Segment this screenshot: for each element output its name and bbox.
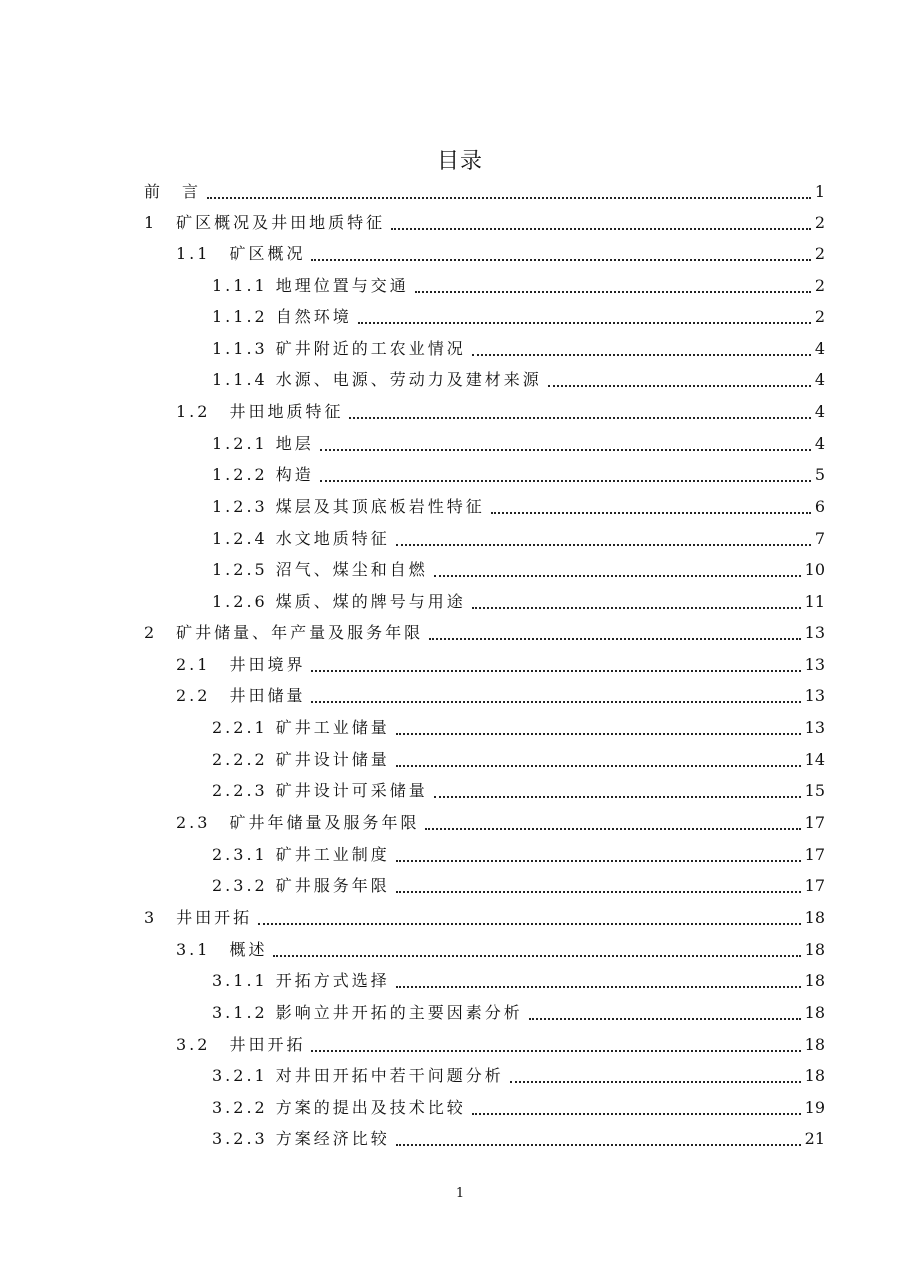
toc-entry-label: 3.1.2 影响立井开拓的主要因素分析 <box>212 1003 523 1022</box>
dot-leader <box>472 354 811 356</box>
toc-entry-label: 1.1.4 水源、电源、劳动力及建材来源 <box>212 370 542 389</box>
toc-entry-label: 2.2.1 矿井工业储量 <box>212 718 390 737</box>
toc-entry[interactable] <box>212 1001 825 1025</box>
toc-entry-label: 3.2.2 方案的提出及技术比较 <box>212 1098 466 1117</box>
toc-entry-page: 18 <box>804 971 825 990</box>
toc-entry-page: 18 <box>804 1066 825 1085</box>
toc-entry-label: 3 井田开拓 <box>144 908 253 927</box>
page-number: 1 <box>455 1186 465 1201</box>
dot-leader <box>311 670 800 672</box>
toc-entry[interactable] <box>212 1096 825 1120</box>
toc-entry[interactable] <box>176 938 825 962</box>
toc-entry[interactable] <box>212 558 825 582</box>
toc-entry-label: 2.1 井田境界 <box>176 655 306 674</box>
toc-entry[interactable] <box>176 684 825 708</box>
toc-entry-label: 3.1.1 开拓方式选择 <box>212 971 390 990</box>
toc-entry-label: 1.2.1 地层 <box>212 434 314 453</box>
toc-entry-label: 3.2.1 对井田开拓中若干问题分析 <box>212 1066 504 1085</box>
dot-leader <box>396 733 801 735</box>
toc-entry-label: 2.3 矿井年储量及服务年限 <box>176 813 420 832</box>
toc-entry-page: 18 <box>804 1003 825 1022</box>
dot-leader <box>491 512 811 514</box>
dot-leader <box>396 986 801 988</box>
toc-entry-page: 6 <box>814 497 825 516</box>
dot-leader <box>311 701 800 703</box>
dot-leader <box>429 638 800 640</box>
dot-leader <box>396 1144 801 1146</box>
dot-leader <box>396 765 801 767</box>
dot-leader <box>391 228 811 230</box>
toc-entry[interactable] <box>176 242 825 266</box>
toc-entry-page: 13 <box>804 655 825 674</box>
toc-entry[interactable] <box>212 874 825 898</box>
toc-entry-page: 14 <box>804 750 825 769</box>
toc-entry-label: 1.1 矿区概况 <box>176 244 306 263</box>
toc-entry-label: 1.2.6 煤质、煤的牌号与用途 <box>212 592 466 611</box>
toc-entry-label: 1.2.2 构造 <box>212 465 314 484</box>
dot-leader <box>349 417 810 419</box>
toc-entry[interactable] <box>144 906 825 930</box>
toc-entry-label: 1.1.2 自然环境 <box>212 307 352 326</box>
toc-entry-label: 3.2 井田开拓 <box>176 1035 306 1054</box>
toc-entry-page: 2 <box>814 244 825 263</box>
toc-entry-page: 21 <box>804 1129 825 1148</box>
dot-leader <box>311 1050 800 1052</box>
toc-entry[interactable] <box>212 463 825 487</box>
toc-entry[interactable] <box>176 1033 825 1057</box>
toc-entry[interactable] <box>176 400 825 424</box>
toc-entry-label: 前 言 <box>144 182 202 201</box>
dot-leader <box>425 828 800 830</box>
toc-entry-page: 18 <box>804 940 825 959</box>
toc-entry-page: 17 <box>804 876 825 895</box>
dot-leader <box>472 607 801 609</box>
toc-entry-page: 18 <box>804 908 825 927</box>
dot-leader <box>273 955 800 957</box>
dot-leader <box>311 259 810 261</box>
toc-entry[interactable] <box>212 368 825 392</box>
toc-entry-page: 2 <box>814 213 825 232</box>
dot-leader <box>434 796 801 798</box>
toc-entry-page: 4 <box>814 339 825 358</box>
dot-leader <box>396 544 811 546</box>
toc-entry-label: 2.3.1 矿井工业制度 <box>212 845 390 864</box>
dot-leader <box>510 1081 801 1083</box>
toc-entry-page: 19 <box>804 1098 825 1117</box>
toc-entry-label: 1.2 井田地质特征 <box>176 402 344 421</box>
toc-entry[interactable] <box>212 337 825 361</box>
toc-entry-page: 2 <box>814 276 825 295</box>
toc-entry[interactable] <box>144 211 825 235</box>
toc-entry[interactable] <box>212 779 825 803</box>
toc-entry-label: 1.1.3 矿井附近的工农业情况 <box>212 339 466 358</box>
toc-entry-page: 2 <box>814 307 825 326</box>
toc-entry-label: 3.1 概述 <box>176 940 268 959</box>
toc-entry-page: 17 <box>804 813 825 832</box>
dot-leader <box>529 1018 801 1020</box>
toc-entry-label: 3.2.3 方案经济比较 <box>212 1129 390 1148</box>
dot-leader <box>258 923 800 925</box>
toc-entry-page: 11 <box>804 592 825 611</box>
toc-entry-page: 4 <box>814 370 825 389</box>
toc-entry[interactable] <box>212 748 825 772</box>
toc-entry-label: 2.2 井田储量 <box>176 686 306 705</box>
toc-entry-label: 2.2.2 矿井设计储量 <box>212 750 390 769</box>
toc-entry[interactable] <box>212 432 825 456</box>
toc-entry-page: 4 <box>814 402 825 421</box>
toc-entry-label: 2 矿井储量、年产量及服务年限 <box>144 623 424 642</box>
toc-entry-page: 1 <box>814 182 825 201</box>
toc-entry[interactable] <box>212 843 825 867</box>
toc-entry[interactable] <box>212 305 825 329</box>
dot-leader <box>548 385 811 387</box>
toc-entry[interactable] <box>212 1064 825 1088</box>
toc-entry[interactable] <box>144 180 825 204</box>
toc-entry-label: 2.3.2 矿井服务年限 <box>212 876 390 895</box>
toc-entry-label: 2.2.3 矿井设计可采储量 <box>212 781 428 800</box>
toc-entry-page: 5 <box>814 465 825 484</box>
toc-entry-page: 10 <box>804 560 825 579</box>
toc-entry-label: 1.2.3 煤层及其顶底板岩性特征 <box>212 497 485 516</box>
toc-entry-page: 17 <box>804 845 825 864</box>
toc-entry[interactable] <box>212 527 825 551</box>
toc-entry-label: 1.2.4 水文地质特征 <box>212 529 390 548</box>
toc-entry-page: 4 <box>814 434 825 453</box>
dot-leader <box>358 322 811 324</box>
dot-leader <box>472 1113 801 1115</box>
toc-entry-label: 1.2.5 沼气、煤尘和自燃 <box>212 560 428 579</box>
toc-entry-page: 18 <box>804 1035 825 1054</box>
toc-entry[interactable] <box>176 811 825 835</box>
dot-leader <box>320 449 811 451</box>
dot-leader <box>320 480 811 482</box>
toc-entry[interactable] <box>176 653 825 677</box>
toc-entry[interactable] <box>212 495 825 519</box>
toc-entry[interactable] <box>212 590 825 614</box>
toc-entry-page: 7 <box>814 529 825 548</box>
toc-entry[interactable] <box>212 1127 825 1151</box>
toc-title: 目录 <box>436 149 483 174</box>
toc-entry-label: 1.1.1 地理位置与交通 <box>212 276 409 295</box>
toc-entry-page: 13 <box>804 623 825 642</box>
dot-leader <box>396 860 801 862</box>
toc-entry-label: 1 矿区概况及井田地质特征 <box>144 213 386 232</box>
toc-entry-page: 13 <box>804 718 825 737</box>
dot-leader <box>207 197 811 199</box>
toc-entry-page: 13 <box>804 686 825 705</box>
dot-leader <box>396 891 801 893</box>
toc-entry[interactable] <box>212 716 825 740</box>
toc-entry[interactable] <box>212 969 825 993</box>
toc-entry[interactable] <box>144 621 825 645</box>
dot-leader <box>415 291 811 293</box>
dot-leader <box>434 575 801 577</box>
toc-entry[interactable] <box>212 274 825 298</box>
toc-entry-page: 15 <box>804 781 825 800</box>
